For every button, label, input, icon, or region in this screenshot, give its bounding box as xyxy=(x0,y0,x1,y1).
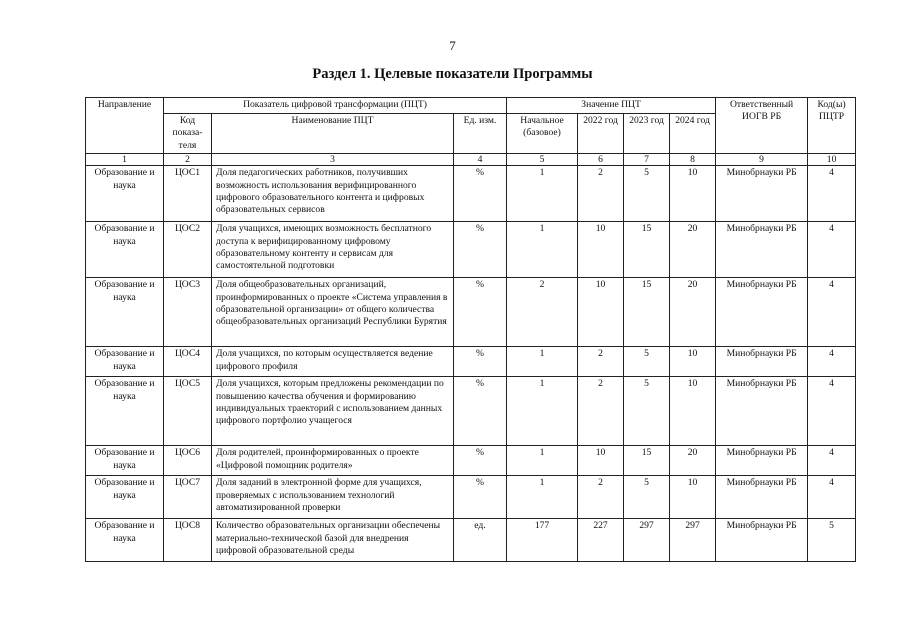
cell-2023: 5 xyxy=(624,166,670,222)
cell-2024: 297 xyxy=(670,519,716,562)
cell-direction: Образование и наука xyxy=(86,377,164,446)
column-number: 3 xyxy=(212,154,454,166)
cell-baseline: 1 xyxy=(507,347,578,377)
cell-code: ЦОС2 xyxy=(164,222,212,278)
header-direction: Направление xyxy=(86,98,164,154)
column-number: 9 xyxy=(716,154,808,166)
cell-name: Доля учащихся, по которым осуществляется ведение цифрового профиля xyxy=(212,347,454,377)
cell-2024: 10 xyxy=(670,166,716,222)
cell-baseline: 1 xyxy=(507,476,578,519)
cell-code: ЦОС6 xyxy=(164,446,212,476)
cell-2022: 227 xyxy=(578,519,624,562)
cell-2022: 10 xyxy=(578,278,624,347)
cell-2022: 2 xyxy=(578,377,624,446)
table-row xyxy=(86,166,856,222)
cell-code: ЦОС8 xyxy=(164,519,212,562)
cell-unit: % xyxy=(454,347,507,377)
column-number: 2 xyxy=(164,154,212,166)
cell-name: Доля учащихся, которым предложены рекомендации по повышению качества обучения и формированию индивидуальных траекторий с использованием данных цифрового портфолио учащегося xyxy=(212,377,454,446)
header-2022: 2022 год xyxy=(578,114,624,154)
cell-2022: 2 xyxy=(578,476,624,519)
column-number: 4 xyxy=(454,154,507,166)
cell-2022: 2 xyxy=(578,347,624,377)
cell-responsible: Минобрнауки РБ xyxy=(716,446,808,476)
cell-unit: % xyxy=(454,377,507,446)
cell-2023: 15 xyxy=(624,222,670,278)
cell-2024: 20 xyxy=(670,446,716,476)
section-title: Раздел 1. Целевые показатели Программы xyxy=(312,66,593,82)
cell-responsible: Минобрнауки РБ xyxy=(716,222,808,278)
cell-unit: ед. xyxy=(454,519,507,562)
header-indicator-group: Показатель цифровой трансформации (ПЦТ) xyxy=(164,98,507,114)
cell-direction: Образование и наука xyxy=(86,222,164,278)
cell-direction: Образование и наука xyxy=(86,476,164,519)
cell-2024: 10 xyxy=(670,347,716,377)
cell-code: ЦОС7 xyxy=(164,476,212,519)
cell-name: Количество образовательных организации обеспечены материально-технической базой для внедрения цифровой образовательной среды xyxy=(212,519,454,562)
cell-unit: % xyxy=(454,278,507,347)
cell-baseline: 1 xyxy=(507,446,578,476)
cell-responsible: Минобрнауки РБ xyxy=(716,278,808,347)
cell-2024: 10 xyxy=(670,377,716,446)
column-numbers-row xyxy=(86,154,856,166)
header-baseline: Начальное (базовое) xyxy=(507,114,578,154)
table-row xyxy=(86,222,856,278)
cell-name: Доля заданий в электронной форме для учащихся, проверяемых с использованием технологий автоматизированной проверки xyxy=(212,476,454,519)
cell-baseline: 177 xyxy=(507,519,578,562)
column-number: 10 xyxy=(808,154,856,166)
cell-2022: 10 xyxy=(578,446,624,476)
cell-2023: 297 xyxy=(624,519,670,562)
header-2024: 2024 год xyxy=(670,114,716,154)
cell-code: ЦОС1 xyxy=(164,166,212,222)
cell-name: Доля педагогических работников, получивших возможность использования верифицированного цифрового образовательного контента и цифровых образовательных сервисов xyxy=(212,166,454,222)
header-unit: Ед. изм. xyxy=(454,114,507,154)
cell-ptsr: 4 xyxy=(808,278,856,347)
cell-ptsr: 4 xyxy=(808,166,856,222)
cell-ptsr: 5 xyxy=(808,519,856,562)
column-number: 1 xyxy=(86,154,164,166)
cell-2024: 20 xyxy=(670,222,716,278)
cell-responsible: Минобрнауки РБ xyxy=(716,377,808,446)
cell-2023: 15 xyxy=(624,278,670,347)
column-number: 7 xyxy=(624,154,670,166)
cell-ptsr: 4 xyxy=(808,476,856,519)
cell-ptsr: 4 xyxy=(808,377,856,446)
header-value-group: Значение ПЦТ xyxy=(507,98,716,114)
header-2023: 2023 год xyxy=(624,114,670,154)
cell-2023: 5 xyxy=(624,347,670,377)
column-number: 6 xyxy=(578,154,624,166)
cell-2022: 2 xyxy=(578,166,624,222)
table-row xyxy=(86,377,856,446)
cell-baseline: 2 xyxy=(507,278,578,347)
cell-unit: % xyxy=(454,446,507,476)
header-codes: Код(ы) ПЦТР xyxy=(808,98,856,154)
cell-direction: Образование и наука xyxy=(86,347,164,377)
cell-ptsr: 4 xyxy=(808,347,856,377)
header-responsible: Ответственный ИОГВ РБ xyxy=(716,98,808,154)
cell-code: ЦОС3 xyxy=(164,278,212,347)
cell-direction: Образование и наука xyxy=(86,166,164,222)
cell-ptsr: 4 xyxy=(808,446,856,476)
table-row xyxy=(86,519,856,562)
cell-baseline: 1 xyxy=(507,222,578,278)
cell-baseline: 1 xyxy=(507,377,578,446)
cell-responsible: Минобрнауки РБ xyxy=(716,519,808,562)
cell-responsible: Минобрнауки РБ xyxy=(716,166,808,222)
cell-2023: 5 xyxy=(624,476,670,519)
cell-2024: 20 xyxy=(670,278,716,347)
cell-code: ЦОС5 xyxy=(164,377,212,446)
column-number: 5 xyxy=(507,154,578,166)
table-row xyxy=(86,347,856,377)
cell-unit: % xyxy=(454,222,507,278)
header-name: Наименование ПЦТ xyxy=(212,114,454,154)
cell-2023: 5 xyxy=(624,377,670,446)
cell-name: Доля общеобразовательных организаций, проинформированных о проекте «Система управления в образовательной организации» от общего количества общеобразовательных организаций Республики Бурятия xyxy=(212,278,454,347)
table-row xyxy=(86,446,856,476)
cell-unit: % xyxy=(454,166,507,222)
cell-direction: Образование и наука xyxy=(86,519,164,562)
cell-direction: Образование и наука xyxy=(86,446,164,476)
indicators-table xyxy=(85,97,856,562)
cell-direction: Образование и наука xyxy=(86,278,164,347)
cell-name: Доля родителей, проинформированных о проекте «Цифровой помощник родителя» xyxy=(212,446,454,476)
cell-code: ЦОС4 xyxy=(164,347,212,377)
cell-baseline: 1 xyxy=(507,166,578,222)
page-number: 7 xyxy=(449,38,456,53)
column-number: 8 xyxy=(670,154,716,166)
cell-2023: 15 xyxy=(624,446,670,476)
header-code: Код показа-теля xyxy=(164,114,212,154)
cell-2024: 10 xyxy=(670,476,716,519)
cell-ptsr: 4 xyxy=(808,222,856,278)
cell-responsible: Минобрнауки РБ xyxy=(716,476,808,519)
cell-responsible: Минобрнауки РБ xyxy=(716,347,808,377)
table-row xyxy=(86,278,856,347)
cell-2022: 10 xyxy=(578,222,624,278)
table-row xyxy=(86,476,856,519)
cell-unit: % xyxy=(454,476,507,519)
cell-name: Доля учащихся, имеющих возможность бесплатного доступа к верифицированному цифровому образовательному контенту и сервисам для самостоятельной подготовки xyxy=(212,222,454,278)
